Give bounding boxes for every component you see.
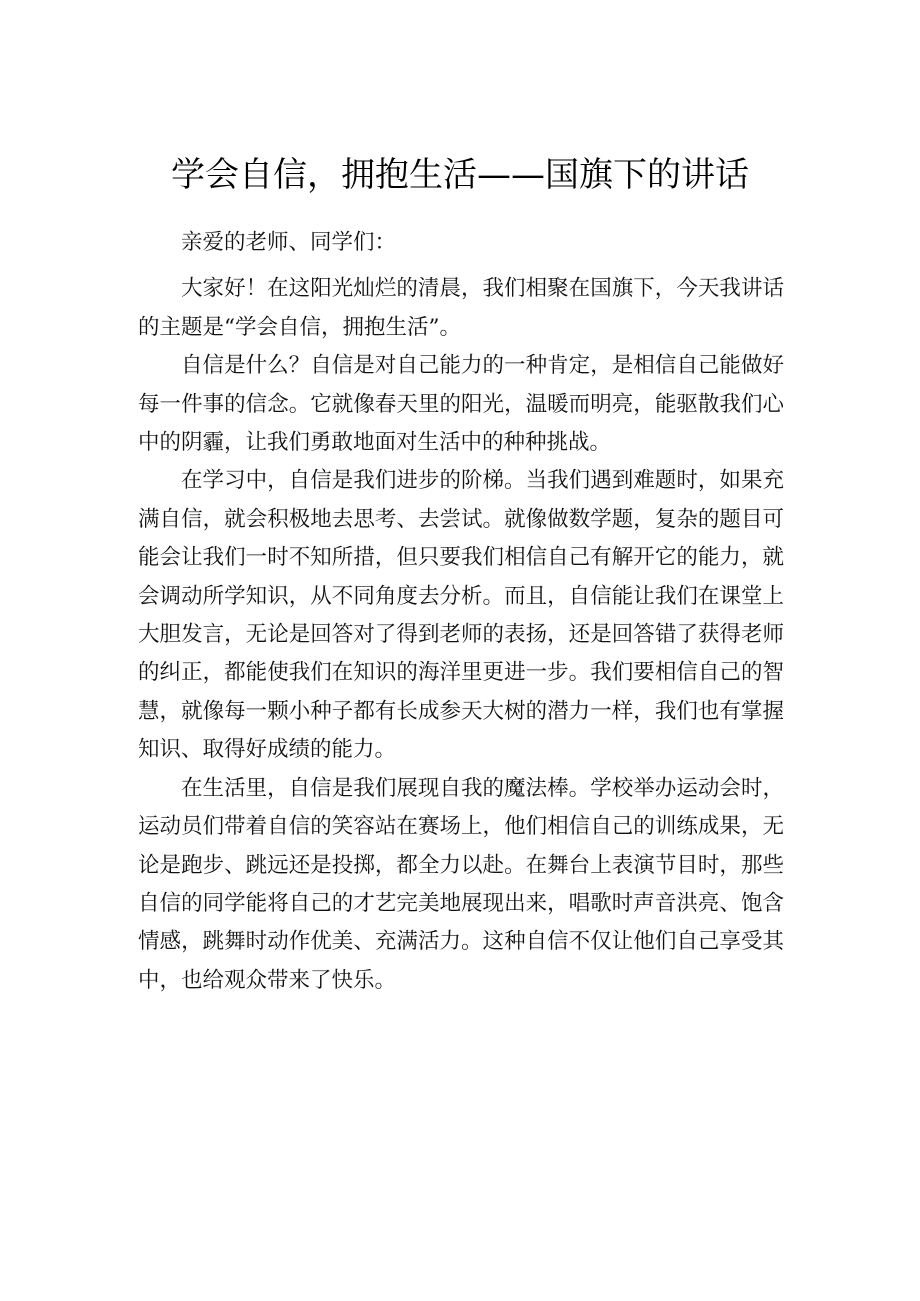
paragraph-confidence-in-life: 在生活里，自信是我们展现自我的魔法棒。学校举办运动会时，运动员们带着自信的笑容站在赛场上，他们相信自己的训练成果，无论是跑步、跳远还是投掷，都全力以赴。在舞台上表演节目时，那些自信的同学能将自己的才艺完美地展现出来，唱歌时声音洪亮、饱含情感，跳舞时动作优美、充满活力。这种自信不仅让他们自己享受其中，也给观众带来了快乐。 bbox=[138, 775, 784, 993]
document-title: 学会自信，拥抱生活——国旗下的讲话 bbox=[171, 154, 749, 195]
salutation: 亲爱的老师、同学们： bbox=[181, 230, 397, 255]
paragraph-what-is-confidence: 自信是什么？自信是对自己能力的一种肯定，是相信自己能做好每一件事的信念。它就像春天里的阳光，温暖而明亮，能驱散我们心中的阴霾，让我们勇敢地面对生活中的种种挑战。 bbox=[138, 353, 784, 456]
document-body bbox=[138, 224, 784, 1000]
paragraph-greeting: 大家好！在这阳光灿烂的清晨，我们相聚在国旗下，今天我讲话的主题是“学会自信，拥抱生活”。 bbox=[138, 276, 784, 340]
paragraph-confidence-in-study: 在学习中，自信是我们进步的阶梯。当我们遇到难题时，如果充满自信，就会积极地去思考、去尝试。就像做数学题，复杂的题目可能会让我们一时不知所措，但只要我们相信自己有解开它的能力，就会调动所学知识，从不同角度去分析。而且，自信能让我们在课堂上大胆发言，无论是回答对了得到老师的表扬，还是回答错了获得老师的纠正，都能使我们在知识的海洋里更进一步。我们要相信自己的智慧，就像每一颗小种子都有长成参天大树的潜力一样，我们也有掌握知识、取得好成绩的能力。 bbox=[138, 468, 784, 763]
